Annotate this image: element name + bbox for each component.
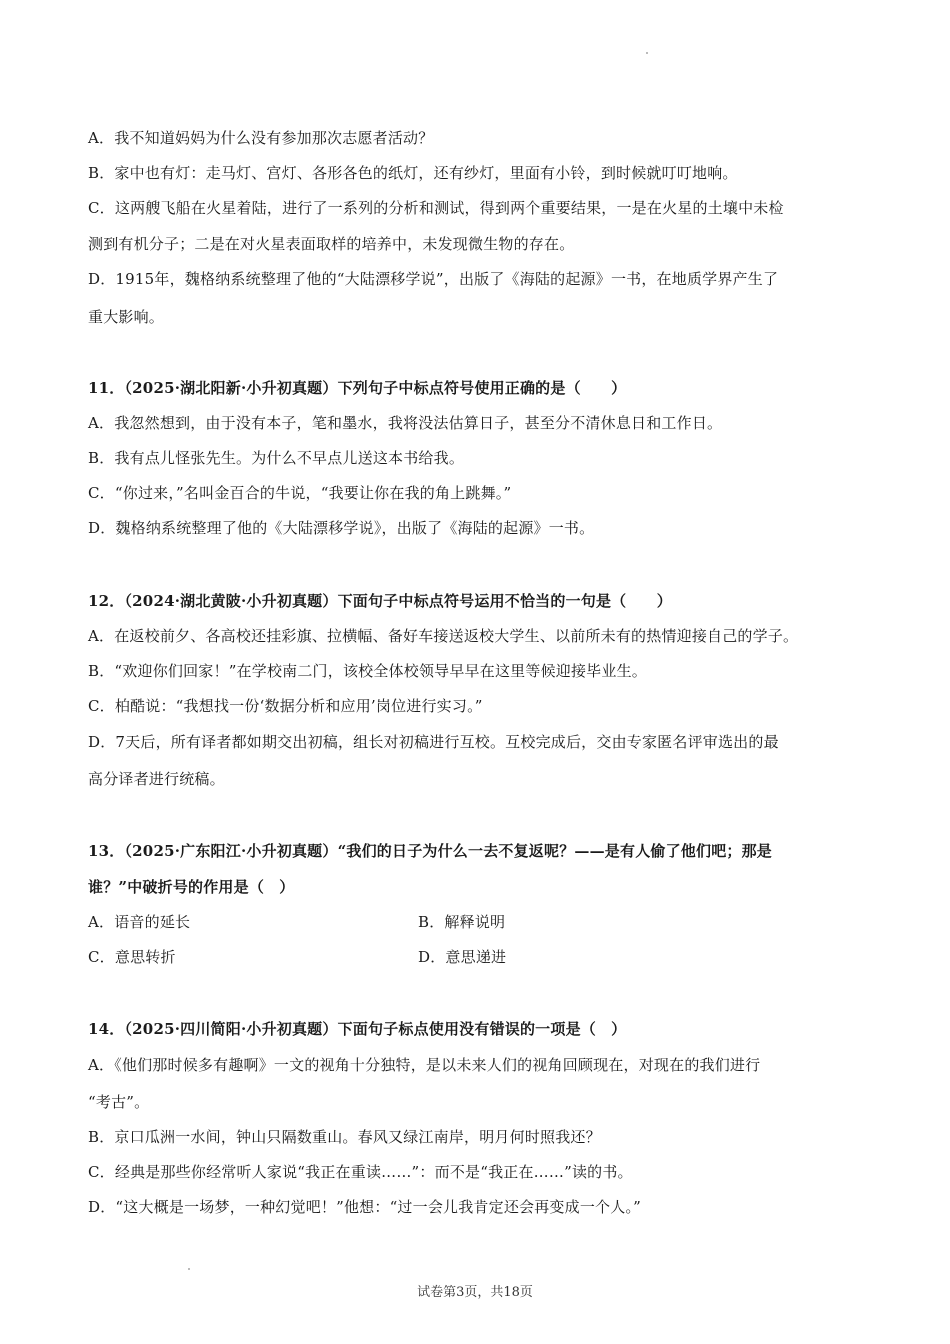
question-13-option-d: D．意思递进 [418, 948, 507, 966]
question-11-option-d: D．魏格纳系统整理了他的《大陆漂移学说》，出版了《海陆的起源》一书。 [88, 519, 595, 537]
prev-option-d: D．1915年，魏格纳系统整理了他的“大陆漂移学说”，出版了《海陆的起源》一书，在地质学界产生了 [88, 270, 779, 288]
question-11-option-a: A．我忽然想到，由于没有本子，笔和墨水，我将没法估算日子，甚至分不清休息日和工作日。 [88, 414, 723, 432]
prev-option-d-cont: 重大影响。 [88, 308, 165, 326]
question-13-option-c: C．意思转折 [88, 948, 176, 966]
question-13-option-a: A．语音的延长 [88, 913, 191, 931]
question-14-title: 14．（2025·四川简阳·小升初真题）下面句子标点使用没有错误的一项是（ ） [88, 1020, 627, 1038]
question-13-title-cont: 谁？”中破折号的作用是（ ） [88, 878, 295, 896]
question-12-option-d-cont: 高分译者进行统稿。 [88, 770, 225, 788]
scan-speck [646, 52, 648, 54]
scan-speck [188, 1268, 190, 1270]
page-footer: 试卷第3页，共18页 [417, 1285, 533, 1300]
question-12-title: 12．（2024·湖北黄陂·小升初真题）下面句子中标点符号运用不恰当的一句是（ ） [88, 592, 672, 610]
prev-option-c: C．这两艘飞船在火星着陆，进行了一系列的分析和测试，得到两个重要结果，一是在火星的土壤中未检 [88, 199, 784, 217]
prev-option-c-cont: 测到有机分子；二是在对火星表面取样的培养中，未发现微生物的存在。 [88, 235, 575, 253]
question-14-option-d: D．“这大概是一场梦，一种幻觉吧！”他想：“过一会儿我肯定还会再变成一个人。” [88, 1198, 642, 1216]
question-14-option-b: B．京口瓜洲一水间，钟山只隔数重山。春风又绿江南岸，明月何时照我还？ [88, 1128, 601, 1146]
question-11-option-b: B．我有点儿怪张先生。为什么不早点儿送这本书给我。 [88, 449, 465, 467]
question-13-title: 13．（2025·广东阳江·小升初真题）“我们的日子为什么一去不复返呢？——是有人偷了他们吧；那是 [88, 842, 772, 860]
prev-option-b: B．家中也有灯：走马灯、宫灯、各形各色的纸灯，还有纱灯，里面有小铃，到时候就叮叮地响。 [88, 164, 738, 182]
question-14-option-a-cont: “考古”。 [88, 1093, 150, 1111]
question-12-option-d: D．7天后，所有译者都如期交出初稿，组长对初稿进行互校。互校完成后，交由专家匿名评审选出的最 [88, 733, 779, 751]
prev-option-a: A．我不知道妈妈为什么没有参加那次志愿者活动？ [88, 129, 434, 147]
question-11-title: 11．（2025·湖北阳新·小升初真题）下列句子中标点符号使用正确的是（ ） [88, 379, 627, 397]
question-12-option-c: C．柏酷说：“我想找一份‘数据分析和应用’岗位进行实习。” [88, 697, 483, 715]
question-12-option-b: B．“欢迎你们回家！”在学校南二门，该校全体校领导早早在这里等候迎接毕业生。 [88, 662, 647, 680]
question-11-option-c: C．“你过来，”名叫金百合的牛说，“我要让你在我的角上跳舞。” [88, 484, 512, 502]
question-13-option-b: B．解释说明 [418, 913, 506, 931]
question-14-option-a: A．《他们那时候多有趣啊》一文的视角十分独特，是以未来人们的视角回顾现在，对现在的我们进行 [88, 1056, 761, 1074]
question-12-option-a: A．在返校前夕、各高校还挂彩旗、拉横幅、备好车接送返校大学生、以前所未有的热情迎接自己的学子。 [88, 627, 799, 645]
question-14-option-c: C．经典是那些你经常听人家说“我正在重读……”：而不是“我正在……”读的书。 [88, 1163, 633, 1181]
